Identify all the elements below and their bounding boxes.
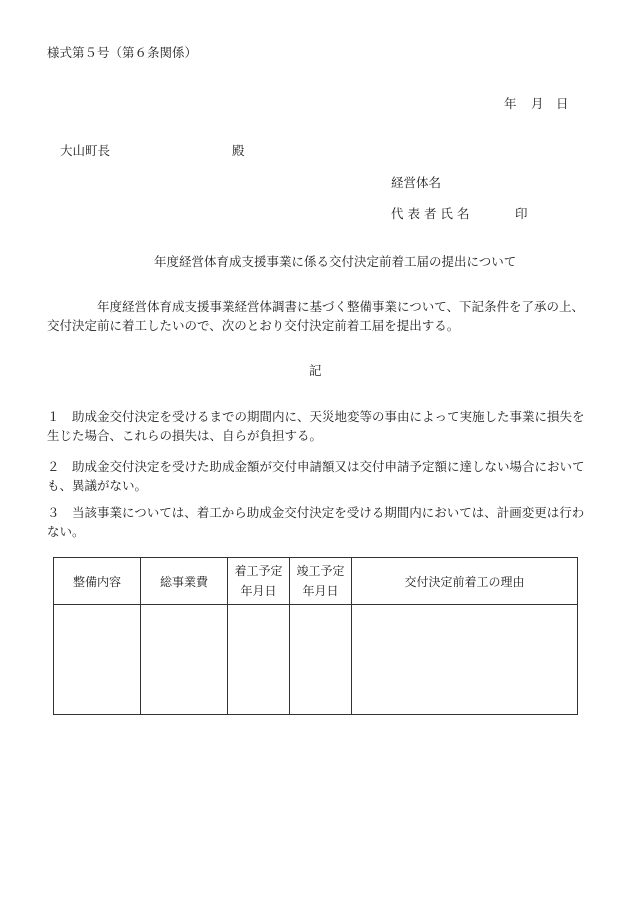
condition-2 bbox=[47, 457, 587, 495]
condition-1-line-2: 生じた場合、これらの損失は、自らが負担する。 bbox=[47, 428, 323, 443]
condition-1 bbox=[47, 407, 587, 445]
date-year-label: 年 bbox=[504, 96, 517, 111]
header-reason: 交付決定前着工の理由 bbox=[352, 558, 578, 605]
intro-paragraph bbox=[47, 297, 587, 335]
intro-line-2: 交付決定前に着工したいので、次のとおり交付決定前着工届を提出する。 bbox=[47, 318, 460, 333]
condition-2-text: ２ 助成金交付決定を受けた助成金額が交付申請額又は交付申請予定額に達しない場合においても、異議がない。 bbox=[47, 459, 585, 493]
table-row bbox=[54, 605, 578, 715]
table-header-row bbox=[54, 558, 578, 605]
date-day-label: 日 bbox=[556, 96, 569, 111]
cell-work-content[interactable] bbox=[54, 605, 141, 715]
header-start-date: 着工予定 年月日 bbox=[228, 558, 290, 605]
condition-3-line-1: ３ 当該事業については、着工から助成金交付決定を受ける期間内においては、計画変更は行わ bbox=[47, 505, 585, 520]
condition-3 bbox=[47, 503, 587, 541]
header-total-cost: 総事業費 bbox=[141, 558, 228, 605]
header-work-content: 整備内容 bbox=[54, 558, 141, 605]
work-table bbox=[53, 557, 578, 715]
cell-completion-date[interactable] bbox=[290, 605, 352, 715]
cell-start-date[interactable] bbox=[228, 605, 290, 715]
intro-line-1: 年度経営体育成支援事業経営体調書に基づく整備事業について、下記条件を了承の上、 bbox=[97, 299, 585, 314]
cell-total-cost[interactable] bbox=[141, 605, 228, 715]
header-completion-date: 竣工予定 年月日 bbox=[290, 558, 352, 605]
sender-rep-label: 代 表 者 氏 名 bbox=[391, 206, 470, 221]
condition-1-line-1: １ 助成金交付決定を受けるまでの期間内に、天災地変等の事由によって実施した事業に損失を bbox=[47, 409, 585, 424]
document-title: 年度経営体育成支援事業に係る交付決定前着工届の提出について bbox=[154, 254, 517, 269]
ki-heading: 記 bbox=[309, 363, 322, 378]
condition-3-line-2: ない。 bbox=[47, 524, 85, 539]
addressee-name: 大山町長 bbox=[60, 143, 111, 158]
form-number: 様式第５号（第６条関係） bbox=[47, 45, 198, 60]
cell-reason[interactable] bbox=[352, 605, 578, 715]
date-month-label: 月 bbox=[531, 96, 544, 111]
sender-seal: 印 bbox=[515, 206, 528, 221]
addressee-honorific: 殿 bbox=[232, 143, 245, 158]
sender-org-label: 経営体名 bbox=[391, 175, 442, 190]
